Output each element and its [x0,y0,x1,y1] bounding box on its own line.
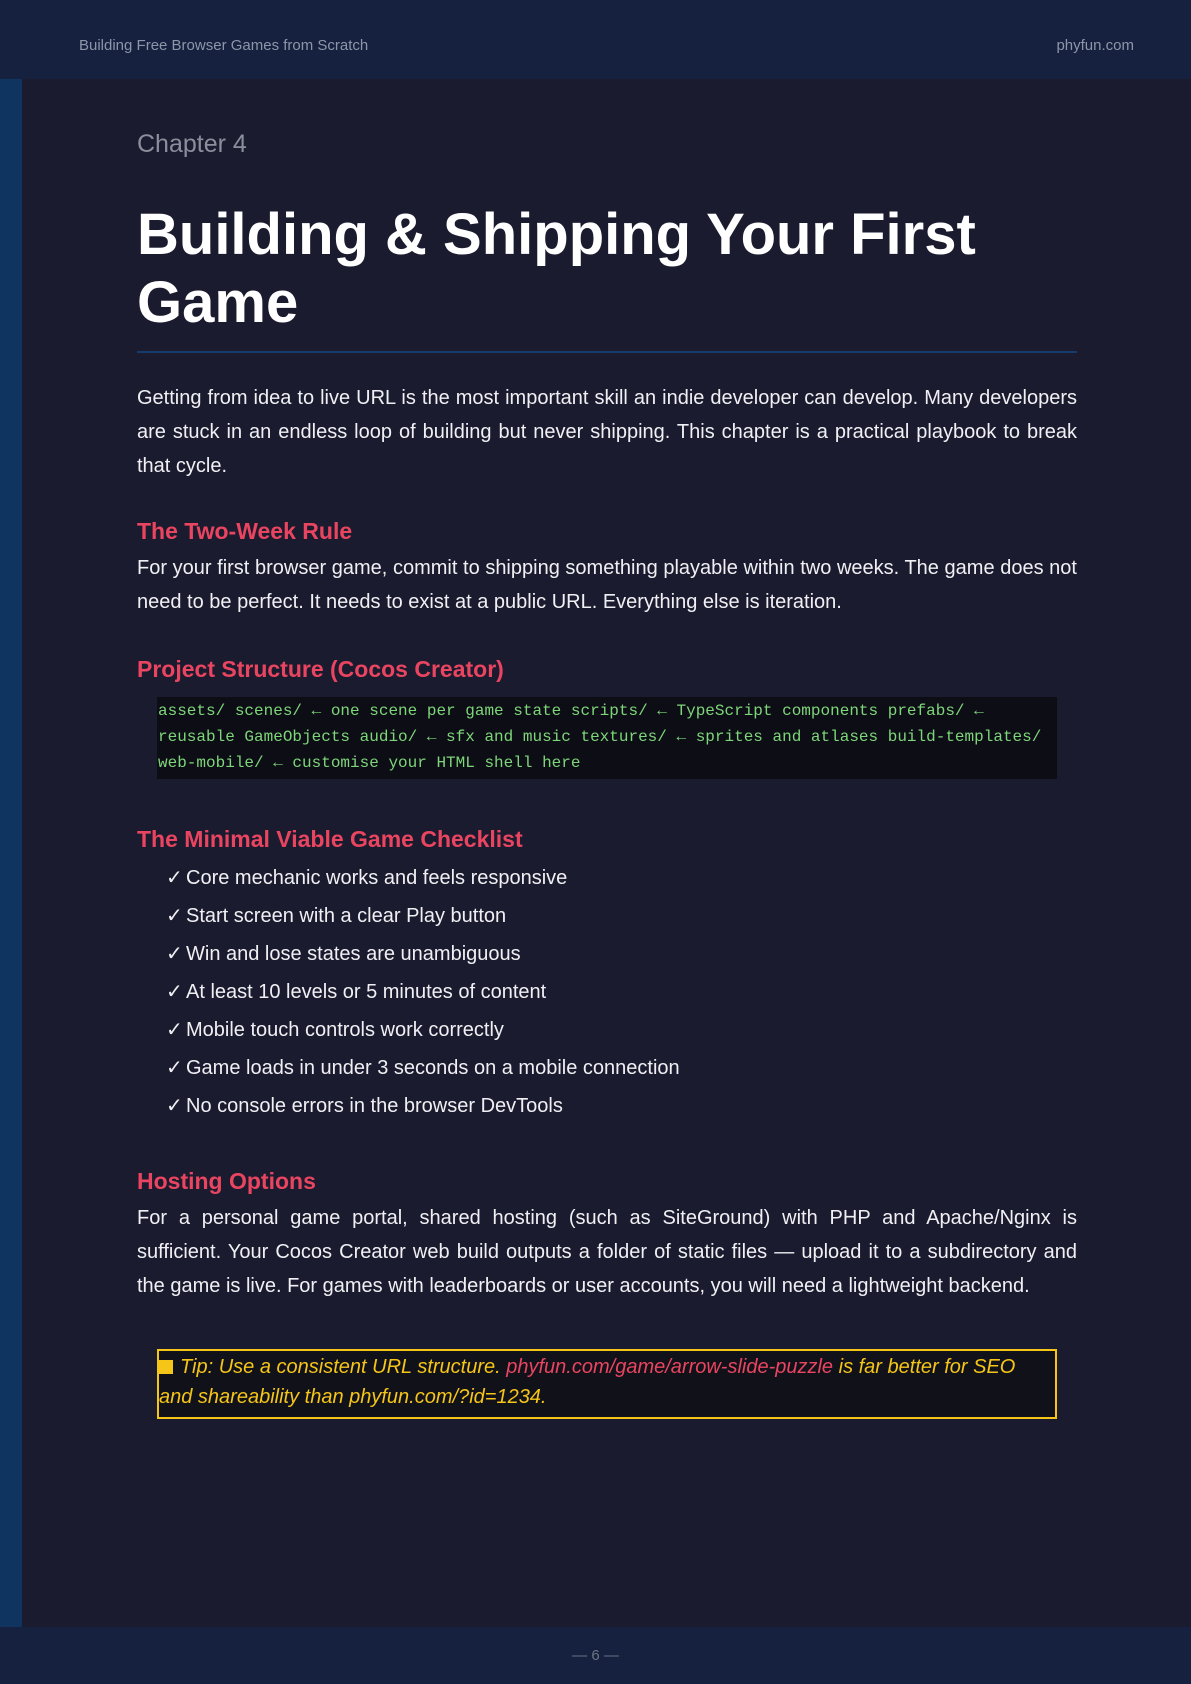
book-title: Building Free Browser Games from Scratch [79,37,369,54]
checklist-item [166,1087,1077,1125]
section-heading-hosting: Hosting Options [137,1168,316,1194]
checkmark-icon: ✓ [166,981,183,1003]
checklist-item-label: Core mechanic works and feels responsive [186,867,568,889]
checklist-item-label: Game loads in under 3 seconds on a mobile connection [186,1057,680,1079]
checkmark-icon: ✓ [166,905,183,927]
checkmark-icon: ✓ [166,867,183,889]
tip-callout [157,1349,1057,1419]
checklist-item [166,935,1077,973]
tip-square-icon [159,1360,173,1374]
checklist-item [166,897,1077,935]
checkmark-icon: ✓ [166,943,183,965]
tip-text-suffix: is far better for SEO and shareability than phyfun.com/?id=1234. [159,1356,1016,1408]
checklist-item [166,859,1077,897]
chapter-title: Building & Shipping Your First Game [137,202,976,335]
chapter-label: Chapter 4 [137,130,247,158]
site-name: phyfun.com [1056,37,1134,54]
section-heading-checklist: The Minimal Viable Game Checklist [137,826,523,852]
checkmark-icon: ✓ [166,1057,183,1079]
section-heading-project-structure: Project Structure (Cocos Creator) [137,656,504,682]
two-week-rule-body: For your first browser game, commit to shipping something playable within two weeks. The game does not need to be perfect. It needs to exist at a public URL. Everything else is iteration. [137,557,1077,613]
page-number: — 6 — [572,1647,619,1664]
checklist-item [166,1049,1077,1087]
left-accent-stripe [0,79,22,1627]
checklist-item-label: Win and lose states are unambiguous [186,943,521,965]
checkmark-icon: ✓ [166,1095,183,1117]
checklist-item [166,973,1077,1011]
checklist-item-label: No console errors in the browser DevTools [186,1095,563,1117]
checklist-item-label: Start screen with a clear Play button [186,905,507,927]
intro-paragraph: Getting from idea to live URL is the most important skill an indie developer can develop. Many developers are stuck in an endless loop of building but never shipping. This chapter is a practical playbook to break that cycle. [137,387,1077,477]
checkmark-icon: ✓ [166,1019,183,1041]
checklist-item [166,1011,1077,1049]
code-block: assets/ scenes/ ← one scene per game state scripts/ ← TypeScript components prefabs/ ← reusable GameObjects audio/ ← sfx and music textures/ ← sprites and atlases build-templates/ web-mobile/ ← customise your HTML shell here [157,697,1057,779]
page-content [137,126,1077,1419]
tip-text-prefix: Tip: Use a consistent URL structure. [180,1356,507,1378]
tip-url-example[interactable]: phyfun.com/game/arrow-slide-puzzle [506,1356,834,1378]
checklist-item-label: Mobile touch controls work correctly [186,1019,504,1041]
section-heading-two-week-rule: The Two-Week Rule [137,518,353,544]
hosting-body: For a personal game portal, shared hosting (such as SiteGround) with PHP and Apache/Nginx is sufficient. Your Cocos Creator web build outputs a folder of static files — upload it to a subdirectory and the game is live. For games with leaderboards or user accounts, you will need a lightweight backend. [137,1207,1077,1297]
checklist [166,859,1077,1125]
running-header [0,0,1191,79]
checklist-item-label: At least 10 levels or 5 minutes of content [186,981,547,1003]
title-divider [137,351,1077,353]
page-footer [0,1627,1191,1684]
